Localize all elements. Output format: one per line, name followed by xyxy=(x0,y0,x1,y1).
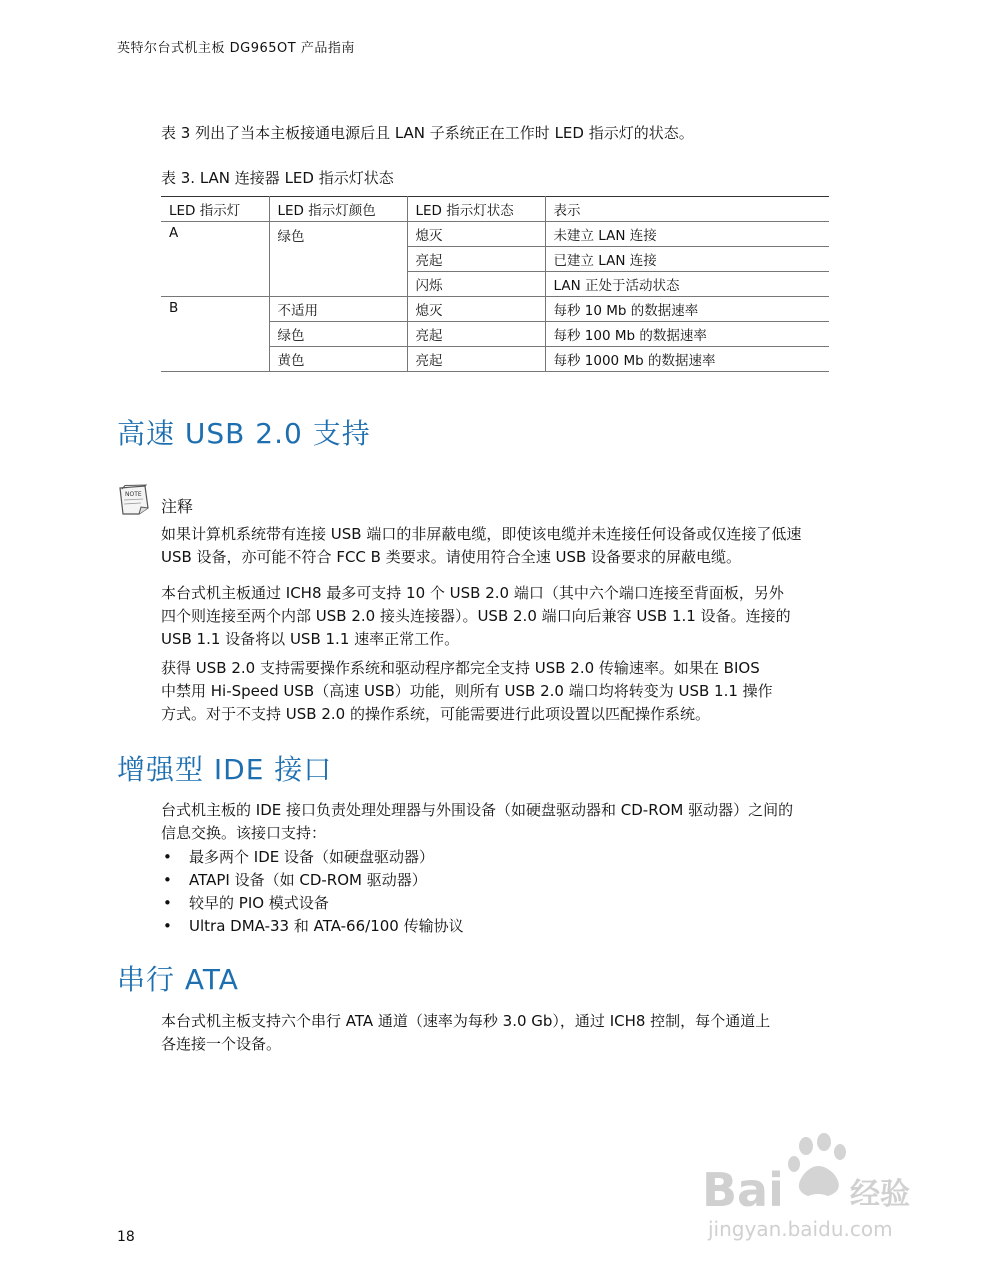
list-item-text: 较早的 PIO 模式设备 xyxy=(189,894,329,912)
column-header: LED 指示灯状态 xyxy=(407,197,545,222)
section-heading-usb: 高速 USB 2.0 支持 xyxy=(117,417,371,450)
list-item-text: 最多两个 IDE 设备（如硬盘驱动器） xyxy=(189,848,434,866)
text-line: USB 1.1 设备将以 USB 1.1 速率正常工作。 xyxy=(161,630,460,648)
state-cell: 亮起 xyxy=(407,322,545,347)
watermark-brand: Bai xyxy=(702,1163,784,1217)
column-header: LED 指示灯 xyxy=(161,197,269,222)
list-item-text: Ultra DMA-33 和 ATA-66/100 传输协议 xyxy=(189,917,464,935)
meaning-cell: 每秒 10 Mb 的数据速率 xyxy=(545,297,829,322)
state-cell: 熄灭 xyxy=(407,222,545,247)
section-heading-ide: 增强型 IDE 接口 xyxy=(117,753,333,786)
table-header-row xyxy=(161,197,829,222)
state-cell: 熄灭 xyxy=(407,297,545,322)
watermark-brand-cn: 经验 xyxy=(850,1177,910,1212)
text-line: 各连接一个设备。 xyxy=(161,1035,282,1053)
state-cell: 亮起 xyxy=(407,247,545,272)
meaning-cell: 每秒 1000 Mb 的数据速率 xyxy=(545,347,829,372)
state-cell: 亮起 xyxy=(407,347,545,372)
list-item-text: ATAPI 设备（如 CD-ROM 驱动器） xyxy=(189,871,427,889)
note-text xyxy=(161,523,861,569)
usb-paragraph-1 xyxy=(161,582,861,651)
column-header: 表示 xyxy=(545,197,829,222)
list-item xyxy=(161,846,464,869)
led-status-table xyxy=(161,196,829,372)
led-cell: A xyxy=(161,222,269,297)
list-item xyxy=(161,892,464,915)
ide-paragraph xyxy=(161,799,861,845)
meaning-cell: 未建立 LAN 连接 xyxy=(545,222,829,247)
sata-paragraph xyxy=(161,1010,861,1056)
running-header: 英特尔台式机主板 DG965OT 产品指南 xyxy=(117,41,355,56)
text-line: USB 设备，亦可能不符合 FCC B 类要求。请使用符合全速 USB 设备要求的屏蔽电缆。 xyxy=(161,548,742,566)
text-line: 四个则连接至两个内部 USB 2.0 接头连接器）。USB 2.0 端口向后兼容 USB 1.1 设备。连接的 xyxy=(161,607,791,625)
color-cell: 不适用 xyxy=(269,297,407,322)
note-label: 注释 xyxy=(161,497,194,516)
baidu-watermark xyxy=(700,1130,940,1245)
color-cell: 黄色 xyxy=(269,347,407,372)
text-line: 获得 USB 2.0 支持需要操作系统和驱动程序都完全支持 USB 2.0 传输速率。如果在 BIOS xyxy=(161,659,760,677)
column-header: LED 指示灯颜色 xyxy=(269,197,407,222)
color-cell: 绿色 xyxy=(269,222,407,297)
text-line: 台式机主板的 IDE 接口负责处理处理器与外围设备（如硬盘驱动器和 CD-ROM 驱动器）之间的 xyxy=(161,801,794,819)
ide-bullet-list xyxy=(161,846,464,938)
watermark-url: jingyan.baidu.com xyxy=(708,1217,893,1241)
section-heading-sata: 串行 ATA xyxy=(117,963,239,996)
table-caption: 表 3. LAN 连接器 LED 指示灯状态 xyxy=(161,169,394,187)
bullet-icon: • xyxy=(163,917,172,935)
note-icon xyxy=(117,484,151,516)
meaning-cell: 每秒 100 Mb 的数据速率 xyxy=(545,322,829,347)
text-line: 方式。对于不支持 USB 2.0 的操作系统，可能需要进行此项设置以匹配操作系统。 xyxy=(161,705,710,723)
color-cell: 绿色 xyxy=(269,322,407,347)
intro-paragraph: 表 3 列出了当本主板接通电源后且 LAN 子系统正在工作时 LED 指示灯的状态。 xyxy=(161,124,694,142)
bullet-icon: • xyxy=(163,871,172,889)
meaning-cell: 已建立 LAN 连接 xyxy=(545,247,829,272)
state-cell: 闪烁 xyxy=(407,272,545,297)
bullet-icon: • xyxy=(163,848,172,866)
page-number: 18 xyxy=(117,1229,135,1245)
text-line: 本台式机主板通过 ICH8 最多可支持 10 个 USB 2.0 端口（其中六个端口连接至背面板，另外 xyxy=(161,584,784,602)
led-cell: B xyxy=(161,297,269,372)
text-line: 如果计算机系统带有连接 USB 端口的非屏蔽电缆，即使该电缆并未连接任何设备或仅连接了低速 xyxy=(161,525,802,543)
table-row xyxy=(161,222,829,247)
usb-paragraph-2 xyxy=(161,657,861,726)
baidu-paw-icon xyxy=(788,1133,846,1196)
text-line: 信息交换。该接口支持： xyxy=(161,824,327,842)
text-line: 中禁用 Hi-Speed USB（高速 USB）功能，则所有 USB 2.0 端口均将转变为 USB 1.1 操作 xyxy=(161,682,773,700)
note-icon-text: NOTE xyxy=(125,491,142,498)
list-item xyxy=(161,915,464,938)
bullet-icon: • xyxy=(163,894,172,912)
meaning-cell: LAN 正处于活动状态 xyxy=(545,272,829,297)
text-line: 本台式机主板支持六个串行 ATA 通道（速率为每秒 3.0 Gb），通过 ICH8 控制，每个通道上 xyxy=(161,1012,771,1030)
table-row xyxy=(161,297,829,322)
list-item xyxy=(161,869,464,892)
